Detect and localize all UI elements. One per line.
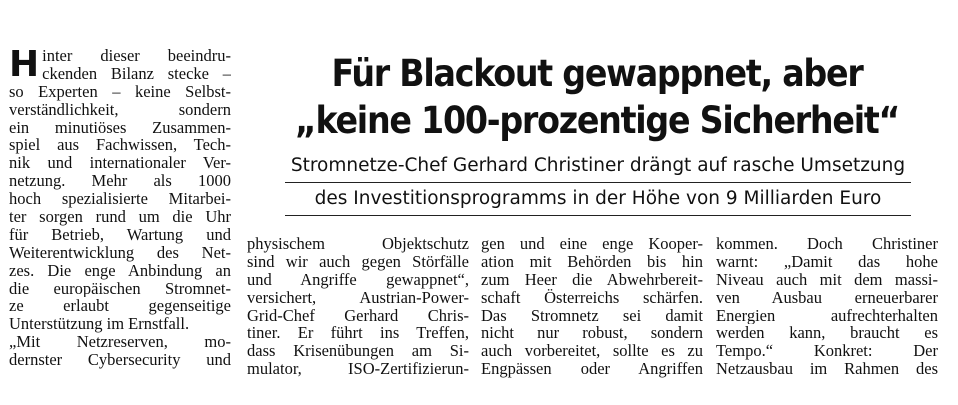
article-column-2	[247, 235, 469, 378]
column-line: zum Heer die Abwehrbereit-	[481, 270, 703, 289]
column-line: spiel aus Fachwissen, Tech-	[9, 136, 231, 155]
column-line: Grid-Chef Gerhard Chris-	[247, 306, 469, 325]
column-line: ein minutiöses Zusammen-	[9, 118, 231, 137]
column-line: warnt: „Damit das hohe	[716, 252, 938, 271]
column-line: ter sorgen rund um die Uhr	[9, 208, 231, 226]
column-line: so Experten – keine Selbst-	[9, 82, 231, 101]
column-line: Energien aufrechterhalten	[716, 306, 938, 325]
article-column-3	[481, 235, 703, 378]
column-line: verständlichkeit, sondern	[9, 100, 231, 119]
column-line: die europäischen Stromnet-	[9, 279, 231, 298]
column-line: tiner. Er führt ins Treffen,	[247, 324, 469, 343]
column-line: nicht nur robust, sondern	[481, 324, 703, 343]
column-line: inter dieser beeindru-	[42, 47, 231, 65]
column-line: ation mit Behörden bis hin	[481, 252, 703, 271]
column-line: gen und eine enge Kooper-	[481, 235, 703, 253]
divider	[285, 215, 911, 216]
headline-line: Für Blackout gewappnet, aber	[331, 52, 863, 95]
headline	[279, 50, 914, 144]
column-line: hoch spezialisierte Mitarbei-	[9, 190, 231, 209]
column-line: dass Krisenübungen am Si-	[247, 342, 469, 361]
column-line: ckenden Bilanz stecke –	[42, 64, 231, 83]
subheadline-line: Stromnetze-Chef Gerhard Christiner drängt auf rasche Umsetzung	[290, 155, 906, 176]
column-line: nik und internationaler Ver-	[9, 154, 231, 173]
drop-cap: H	[9, 44, 40, 85]
column-line: ze erlaubt gegenseitige	[9, 297, 231, 316]
column-line: schaft Österreichs schärfen.	[481, 288, 703, 307]
column-line: kommen. Doch Christiner	[716, 235, 938, 253]
article-column-1	[9, 44, 231, 370]
column-line: werden kann, braucht es	[716, 324, 938, 343]
column-line: sind wir auch gegen Störfälle	[247, 252, 469, 271]
column-line: versichert, Austrian-Power-	[247, 288, 469, 307]
column-line: mulator, ISO-Zertifizierun-	[247, 360, 469, 379]
subheadline-line: des Investitionsprogramms in der Höhe von 9 Milliarden Euro	[314, 188, 882, 209]
column-line: und Angriffe gewappnet“,	[247, 270, 469, 289]
column-line: physischem Objektschutz	[247, 235, 469, 253]
column-line: dernster Cybersecurity und	[9, 351, 231, 370]
column-line: ven Ausbau erneuerbarer	[716, 288, 938, 307]
column-line: Weiterentwicklung des Net-	[9, 243, 231, 262]
divider	[285, 182, 911, 183]
column-line: Netzausbau im Rahmen des	[716, 360, 938, 379]
column-line: Engpässen oder Angriffen	[481, 360, 703, 379]
column-line: netzung. Mehr als 1000	[9, 172, 231, 191]
headline-line: „keine 100-prozentige Sicherheit“	[294, 99, 900, 142]
column-line: Das Stromnetz sei damit	[481, 306, 703, 325]
column-line: zes. Die enge Anbindung an	[9, 261, 231, 280]
column-line: für Betrieb, Wartung und	[9, 225, 231, 244]
column-line: „Mit Netzreserven, mo-	[9, 333, 231, 352]
column-line: Tempo.“ Konkret: Der	[716, 342, 938, 361]
column-line: Unterstützung im Ernstfall.	[9, 315, 190, 334]
article-column-4	[716, 235, 938, 378]
column-line: Niveau auch mit dem massi-	[716, 270, 938, 289]
column-line: auch vorbereitet, sollte es zu	[481, 342, 703, 361]
